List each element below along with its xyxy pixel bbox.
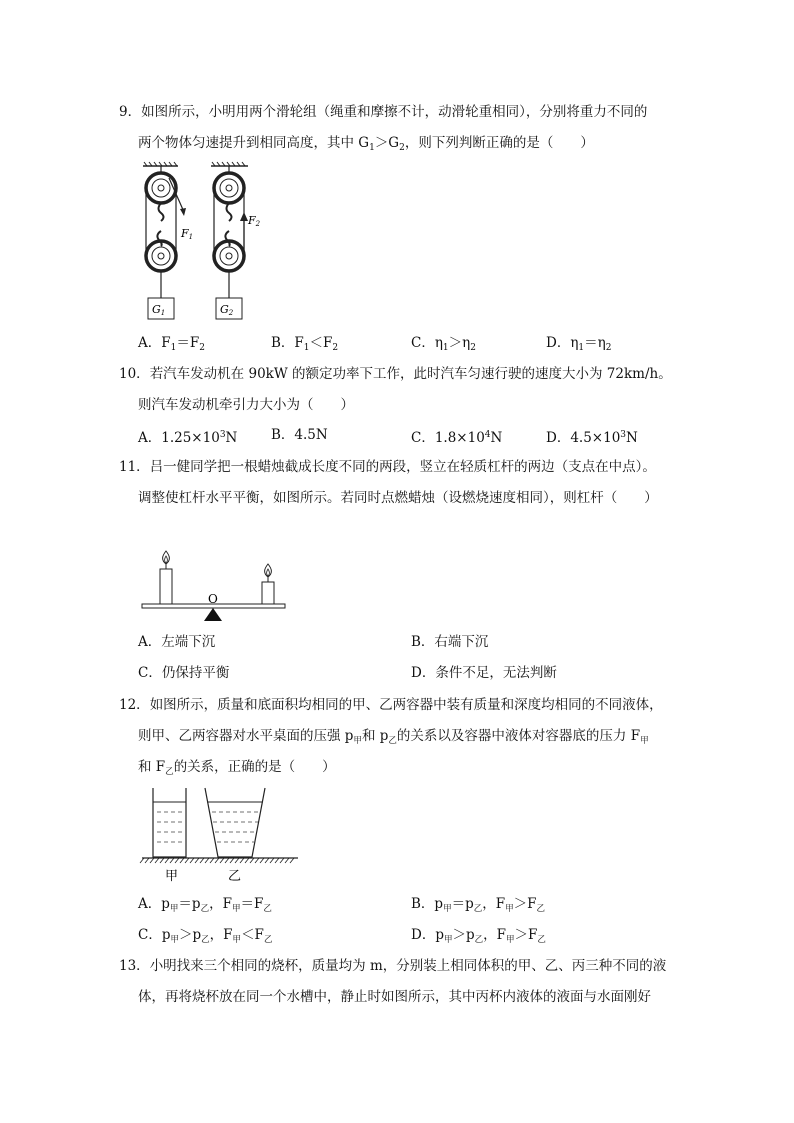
label-yi: 乙 [228,869,242,884]
label-f1: F1 [181,227,194,241]
q9-option-c[interactable]: C．$\eta_1>\eta_2$ [411,335,476,353]
q11-option-c[interactable]: C．仍保持平衡 [138,665,230,681]
q9-option-b[interactable]: B．$F_1<F_2$ [271,335,339,353]
q13-number: 13． [119,958,150,974]
pivot-label: O [208,592,218,606]
label-f2: F2 [248,214,261,228]
q12-option-d[interactable]: D．$p_甲>p_乙$，$F_甲>F_乙$ [411,927,546,945]
q11-option-d[interactable]: D．条件不足，无法判断 [411,665,557,681]
q10-line2: 则汽车发动机牵引力大小为（ ） [138,397,354,413]
q12-option-c[interactable]: C．$p_甲>p_乙$，$F_甲<F_乙$ [138,927,273,945]
q10-number: 10． [119,366,150,382]
label-g2: G2 [220,303,234,317]
q11-option-a[interactable]: A．左端下沉 [138,634,216,650]
container-yi [205,788,265,857]
q11-line1: 11．吕一健同学把一根蜡烛截成长度不同的两段，竖立在轻质杠杆的两边（支点在中点）。 [119,459,656,475]
q10-option-b[interactable]: B．4.5N [271,427,328,443]
candle-short [262,582,274,604]
q11-number: 11． [119,459,150,475]
q11-option-b[interactable]: B．右端下沉 [411,634,489,650]
q9-line1: 9．如图所示，小明用两个滑轮组（绳重和摩擦不计，动滑轮重相同），分别将重力不同的 [119,104,648,120]
q10-line1: 10．若汽车发动机在 90kW 的额定功率下工作，此时汽车匀速行驶的速度大小为 72km/h。 [119,366,672,382]
q12-option-a[interactable]: A．$p_甲=p_乙$，$F_甲=F_乙$ [138,896,272,914]
label-jia: 甲 [165,869,179,884]
label-g1: G1 [152,303,166,317]
q10-option-d[interactable]: D．$4.5\times 10^3N$ [546,430,638,446]
flame-right [265,564,272,577]
pulley-figure [138,160,261,325]
pivot-triangle [204,608,222,621]
q11-line2: 调整使杠杆水平平衡，如图所示。若同时点燃蜡烛（设燃烧速度相同），则杠杆（ ） [138,490,658,506]
container-jia [153,788,186,857]
candle-long [160,569,172,604]
q12-line1: 12．如图所示，质量和底面积均相同的甲、乙两容器中装有质量和深度均相同的不同液体， [119,697,663,713]
containers-figure [140,786,300,886]
q9-line2: 两个物体匀速提升到相同高度，其中 $G_1>G_2$，则下列判断正确的是（ ） [138,135,594,153]
q9-option-d[interactable]: D．$\eta_1=\eta_2$ [546,335,612,353]
q13-line2: 体，再将烧杯放在同一个水槽中，静止时如图所示，其中丙杯内液体的液面与水面刚好 [138,989,651,1005]
q9-number: 9． [119,104,142,120]
q12-number: 12． [119,697,150,713]
ceiling-left [143,162,178,166]
flame-left [163,551,170,564]
q13-line1: 13．小明找来三个相同的烧杯，质量均为 m，分别装上相同体积的甲、乙、丙三种不同的液 [119,958,667,974]
lever-figure [140,545,290,625]
fixed-pulley-right [214,173,244,203]
fixed-pulley-left [146,173,176,203]
q10-option-a[interactable]: A．$1.25\times 10^3N$ [138,430,238,446]
q12-option-b[interactable]: B．$p_甲=p_乙$，$F_甲>F_乙$ [411,896,546,914]
q12-line3: 和 $F_乙$的关系，正确的是（ ） [138,759,336,777]
q12-line2: 则甲、乙两容器对水平桌面的压强 $p_甲$和 $p_乙$的关系以及容器中液体对容器底的压力 $F_甲$ [138,728,649,746]
q9-option-a[interactable]: A．$F_1=F_2$ [138,335,205,353]
ceiling-right [211,162,248,166]
q10-option-c[interactable]: C．$1.8\times 10^4N$ [411,430,503,446]
